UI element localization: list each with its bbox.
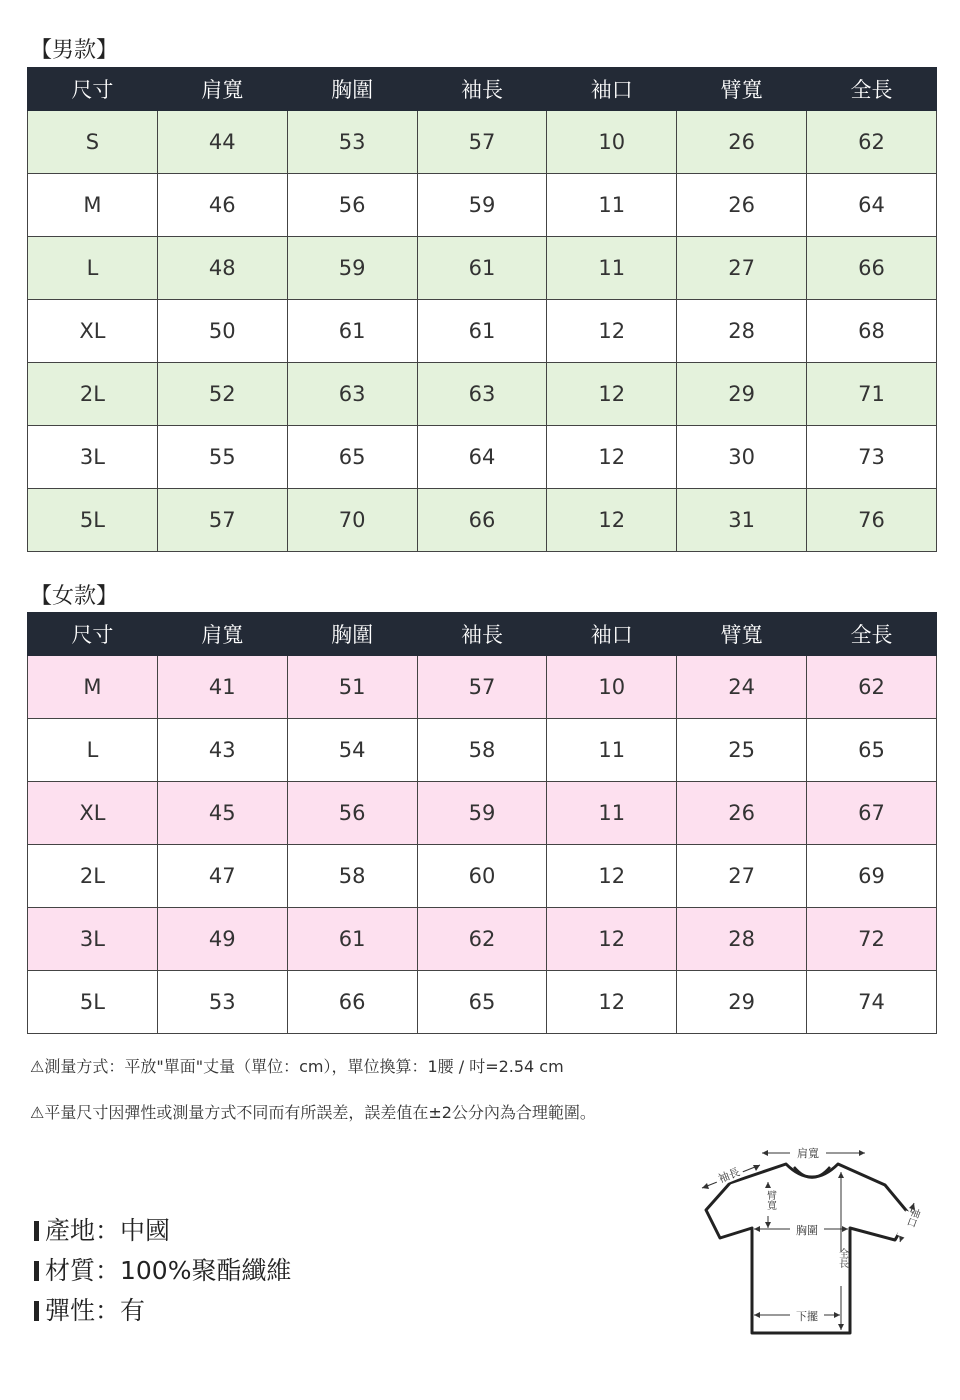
women-header-cell: 袖長 xyxy=(417,613,547,656)
measure-cell: 60 xyxy=(417,845,547,908)
size-cell: S xyxy=(28,111,158,174)
measure-cell: 12 xyxy=(547,363,677,426)
table-row xyxy=(28,845,937,908)
measure-cell: 10 xyxy=(547,111,677,174)
measure-cell: 12 xyxy=(547,971,677,1034)
size-cell: M xyxy=(28,174,158,237)
measure-cell: 49 xyxy=(157,908,287,971)
measure-cell: 66 xyxy=(417,489,547,552)
measure-cell: 53 xyxy=(287,111,417,174)
arm-width-label: 臂寬 xyxy=(764,1190,776,1210)
table-row xyxy=(28,971,937,1034)
size-cell: M xyxy=(28,656,158,719)
measure-note: ⚠測量方式：平放"單面"丈量（單位：cm），單位換算：1腰 / 吋=2.54 cm xyxy=(30,1057,564,1076)
measure-cell: 59 xyxy=(417,782,547,845)
measure-cell: 11 xyxy=(547,174,677,237)
bullet-bar xyxy=(34,1221,39,1241)
measure-cell: 12 xyxy=(547,426,677,489)
shoulder-label: 肩寬 xyxy=(797,1147,819,1160)
length-label: 全長 xyxy=(836,1248,848,1268)
measure-cell: 72 xyxy=(807,908,937,971)
men-section-title: 【男款】 xyxy=(30,38,119,63)
measure-cell: 11 xyxy=(547,237,677,300)
measure-cell: 58 xyxy=(287,845,417,908)
tshirt-outline xyxy=(706,1164,910,1333)
measure-cell: 71 xyxy=(807,363,937,426)
measure-cell: 53 xyxy=(157,971,287,1034)
measure-cell: 30 xyxy=(677,426,807,489)
material-text: 材質：100%聚酯纖維 xyxy=(45,1256,292,1285)
measure-cell: 59 xyxy=(417,174,547,237)
size-cell: XL xyxy=(28,300,158,363)
bullet-bar xyxy=(34,1301,39,1321)
measure-cell: 54 xyxy=(287,719,417,782)
men-header-cell: 胸圍 xyxy=(287,68,417,111)
table-row xyxy=(28,426,937,489)
men-header-cell: 臂寬 xyxy=(677,68,807,111)
measure-cell: 41 xyxy=(157,656,287,719)
chest-label: 胸圍 xyxy=(796,1224,818,1237)
men-header-cell: 尺寸 xyxy=(28,68,158,111)
table-row xyxy=(28,300,937,363)
size-cell: 3L xyxy=(28,908,158,971)
measure-cell: 65 xyxy=(417,971,547,1034)
sleeve-length-label: 袖長 xyxy=(716,1165,742,1186)
table-row xyxy=(28,782,937,845)
measure-cell: 61 xyxy=(287,908,417,971)
measure-cell: 61 xyxy=(287,300,417,363)
cuff-label: 袖口 xyxy=(903,1205,921,1229)
men-size-table xyxy=(27,67,937,552)
table-row xyxy=(28,111,937,174)
measure-cell: 57 xyxy=(157,489,287,552)
measure-cell: 68 xyxy=(807,300,937,363)
measure-cell: 11 xyxy=(547,719,677,782)
measure-cell: 58 xyxy=(417,719,547,782)
size-cell: 5L xyxy=(28,489,158,552)
measure-cell: 24 xyxy=(677,656,807,719)
table-row xyxy=(28,908,937,971)
measure-cell: 69 xyxy=(807,845,937,908)
men-header-cell: 肩寬 xyxy=(157,68,287,111)
size-cell: XL xyxy=(28,782,158,845)
bullet-bar xyxy=(34,1261,39,1281)
measure-cell: 25 xyxy=(677,719,807,782)
size-cell: 2L xyxy=(28,845,158,908)
women-header-cell: 胸圍 xyxy=(287,613,417,656)
measure-cell: 26 xyxy=(677,174,807,237)
measure-cell: 26 xyxy=(677,782,807,845)
size-cell: 5L xyxy=(28,971,158,1034)
women-header-cell: 尺寸 xyxy=(28,613,158,656)
women-header-cell: 臂寬 xyxy=(677,613,807,656)
measure-cell: 62 xyxy=(807,656,937,719)
women-section-title: 【女款】 xyxy=(30,584,119,609)
size-cell: L xyxy=(28,719,158,782)
measure-cell: 29 xyxy=(677,971,807,1034)
table-row xyxy=(28,363,937,426)
measure-cell: 61 xyxy=(417,237,547,300)
measure-cell: 56 xyxy=(287,782,417,845)
elasticity-info xyxy=(34,1291,145,1327)
tolerance-note: ⚠平量尺寸因彈性或測量方式不同而有所誤差，誤差值在±2公分內為合理範圍。 xyxy=(30,1103,596,1122)
measure-cell: 64 xyxy=(417,426,547,489)
measure-cell: 57 xyxy=(417,656,547,719)
tshirt-measure-diagram xyxy=(690,1140,935,1340)
measure-cell: 12 xyxy=(547,845,677,908)
measure-cell: 47 xyxy=(157,845,287,908)
size-cell: 3L xyxy=(28,426,158,489)
measure-cell: 11 xyxy=(547,782,677,845)
elasticity-text: 彈性：有 xyxy=(45,1296,146,1325)
women-header-cell: 肩寬 xyxy=(157,613,287,656)
women-header-cell: 全長 xyxy=(807,613,937,656)
measure-cell: 51 xyxy=(287,656,417,719)
measure-cell: 43 xyxy=(157,719,287,782)
measure-cell: 28 xyxy=(677,908,807,971)
measure-cell: 31 xyxy=(677,489,807,552)
measure-cell: 29 xyxy=(677,363,807,426)
measure-cell: 12 xyxy=(547,300,677,363)
measure-cell: 55 xyxy=(157,426,287,489)
measure-cell: 63 xyxy=(417,363,547,426)
measure-cell: 12 xyxy=(547,908,677,971)
measure-cell: 27 xyxy=(677,237,807,300)
measure-cell: 65 xyxy=(807,719,937,782)
measure-cell: 62 xyxy=(807,111,937,174)
measure-cell: 45 xyxy=(157,782,287,845)
measure-cell: 46 xyxy=(157,174,287,237)
size-cell: L xyxy=(28,237,158,300)
measure-cell: 67 xyxy=(807,782,937,845)
women-header-cell: 袖口 xyxy=(547,613,677,656)
measure-cell: 63 xyxy=(287,363,417,426)
measure-cell: 28 xyxy=(677,300,807,363)
measure-cell: 73 xyxy=(807,426,937,489)
table-row xyxy=(28,174,937,237)
origin-text: 產地：中國 xyxy=(45,1216,171,1245)
measure-cell: 76 xyxy=(807,489,937,552)
table-row xyxy=(28,656,937,719)
measure-cell: 66 xyxy=(807,237,937,300)
women-size-table xyxy=(27,612,937,1034)
measure-cell: 50 xyxy=(157,300,287,363)
measure-cell: 66 xyxy=(287,971,417,1034)
table-row xyxy=(28,719,937,782)
measure-cell: 64 xyxy=(807,174,937,237)
measure-cell: 10 xyxy=(547,656,677,719)
measure-cell: 61 xyxy=(417,300,547,363)
measure-cell: 27 xyxy=(677,845,807,908)
measure-cell: 52 xyxy=(157,363,287,426)
material-info xyxy=(34,1251,291,1287)
measure-cell: 56 xyxy=(287,174,417,237)
men-header-cell: 全長 xyxy=(807,68,937,111)
measure-cell: 26 xyxy=(677,111,807,174)
size-cell: 2L xyxy=(28,363,158,426)
measure-cell: 12 xyxy=(547,489,677,552)
men-header-cell: 袖口 xyxy=(547,68,677,111)
table-row xyxy=(28,489,937,552)
measure-cell: 74 xyxy=(807,971,937,1034)
measure-cell: 48 xyxy=(157,237,287,300)
measure-cell: 62 xyxy=(417,908,547,971)
measure-cell: 59 xyxy=(287,237,417,300)
measure-cell: 65 xyxy=(287,426,417,489)
measure-cell: 57 xyxy=(417,111,547,174)
men-header-cell: 袖長 xyxy=(417,68,547,111)
table-row xyxy=(28,237,937,300)
measure-cell: 70 xyxy=(287,489,417,552)
hem-label: 下擺 xyxy=(796,1310,818,1323)
measure-cell: 44 xyxy=(157,111,287,174)
origin-info xyxy=(34,1211,170,1247)
